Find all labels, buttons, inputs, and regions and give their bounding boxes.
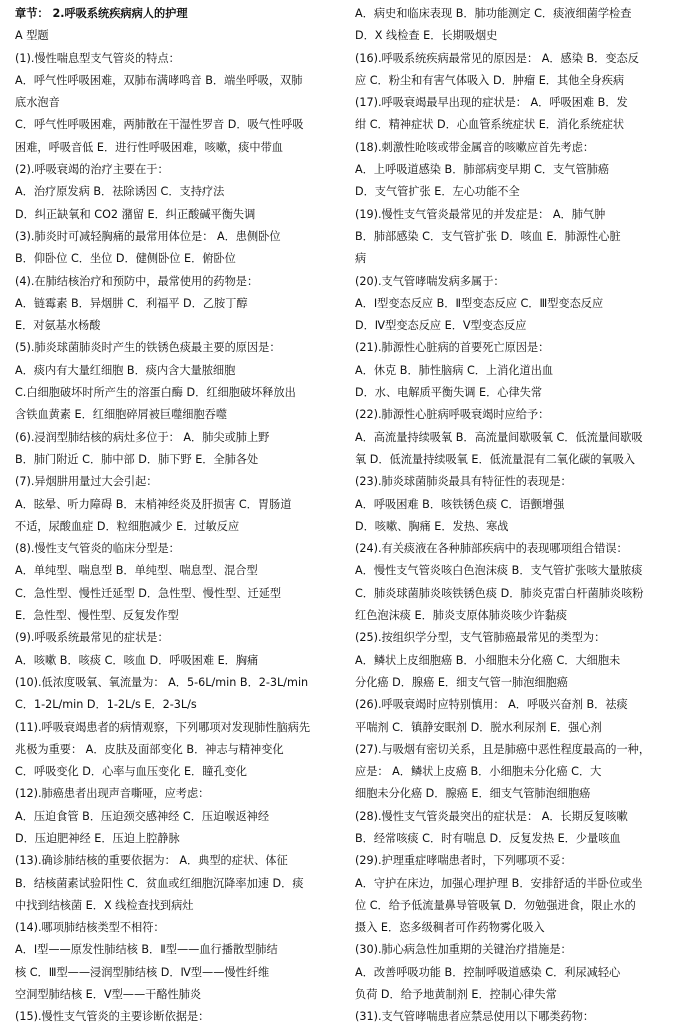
text-line: D．咳嗽、胸痛 E．发热、寒战: [355, 519, 509, 533]
text-line: (13).确诊肺结核的重要依据为： A．典型的症状、体征: [15, 854, 288, 868]
text-line: (1).慢性喘息型支气管炎的特点：: [15, 51, 180, 65]
text-line: 位 C．给予低流量鼻导管吸氧 D．勿勉强进食，限止水的: [355, 898, 636, 912]
text-line: A．咳嗽 B．咳痰 C．咳血 D．呼吸困难 E．胸痛: [15, 653, 259, 667]
text-line: 困难，呼吸音低 E．进行性呼吸困难，咳嗽，痰中带血: [15, 140, 283, 154]
text-line: A．治疗原发病 B．祛除诱因 C．支持疗法: [15, 185, 225, 199]
text-line: 中找到结核菌 E．X 线检查找到病灶: [15, 898, 194, 912]
text-line: (31).支气管哮喘患者应禁忌使用以下哪类药物：: [355, 1010, 595, 1024]
text-line: (6).浸润型肺结核的病灶多位于： A．肺尖或肺上野: [15, 430, 270, 444]
text-line: A．单纯型、喘息型 B．单纯型、喘息型、混合型: [15, 564, 258, 578]
text-line: B．结核菌素试验阳性 C．贫血或红细胞沉降率加速 D．痰: [15, 876, 304, 890]
text-line: C．呼吸变化 D．心率与血压变化 E．瞳孔变化: [15, 765, 247, 779]
text-line: (3).肺炎时可减轻胸痛的最常用体位是： A．患侧卧位: [15, 229, 281, 243]
text-line: 病: [355, 252, 367, 266]
text-line: C．1-2L/min D．1-2L/s E．2-3L/s: [15, 698, 197, 712]
text-line: A．Ⅰ型——原发性肺结核 B．Ⅱ型——血行播散型肺结: [15, 943, 278, 957]
text-line: 绀 C．精神症状 D．心血管系统症状 E．消化系统症状: [355, 118, 625, 132]
text-line: (23).肺炎球菌肺炎最具有特征性的表现是：: [355, 475, 572, 489]
text-line: 不适，尿酸血症 D．粒细胞减少 E．过敏反应: [15, 519, 240, 533]
text-line: 负荷 D．给予地黄制剂 E．控制心律失常: [355, 988, 557, 1002]
text-line: A．改善呼吸功能 B．控制呼吸道感染 C．利尿减轻心: [355, 965, 621, 979]
text-line: (14).哪项肺结核类型不相符：: [15, 921, 165, 935]
text-line: D．压迫肥神经 E．压迫上腔静脉: [15, 831, 180, 845]
text-line: (17).呼吸衰竭最早出现的症状是： A．呼吸困难 B．发: [355, 96, 628, 110]
text-line: 核 C．Ⅲ型——浸润型肺结核 D．Ⅳ型——慢性纤维: [15, 965, 270, 979]
left-column: [15, 3, 350, 1029]
text-line: B．经常咳痰 C．时有喘息 D．反复发热 E．少量咳血: [355, 831, 621, 845]
text-line: (24).有关痰液在各种肺部疾病中的表现哪项组合错误：: [355, 542, 628, 556]
text-line: (18).刺激性呛咳或带金属音的咳嗽应首先考虑：: [355, 140, 595, 154]
text-line: A．鳞状上皮细胞癌 B．小细胞未分化癌 C．大细胞未: [355, 653, 621, 667]
text-line: A．高流量持续吸氧 B．高流量间歇吸氧 C．低流量间歇吸: [355, 430, 643, 444]
text-line: (22).肺源性心脏病呼吸衰竭时应给予：: [355, 408, 550, 422]
text-line: 分化癌 D．腺癌 E．细支气管一肺泡细胞癌: [355, 675, 568, 689]
text-line: (26).呼吸衰竭时应特别慎用： A．呼吸兴奋剂 B．祛痰: [355, 698, 628, 712]
text-line: D．支气管扩张 E．左心功能不全: [355, 185, 520, 199]
text-line: A．痰内有大量红细胞 B．痰内含大量脓细胞: [15, 363, 236, 377]
text-line: A．链霉素 B．异烟肼 C．利福平 D．乙胺丁醇: [15, 296, 248, 310]
text-line: B．肺部感染 C．支气管扩张 D．咳血 E．肺源性心脏: [355, 229, 621, 243]
text-line: C.白细胞破坏时所产生的溶蛋白酶 D．红细胞破坏释放出: [15, 386, 296, 400]
text-line: (12).肺癌患者出现声音嘶哑，应考虑：: [15, 787, 210, 801]
text-line: A．休克 B．肺性脑病 C．上消化道出血: [355, 363, 554, 377]
text-line: (21).肺源性心脏病的首要死亡原因是：: [355, 341, 550, 355]
text-line: A．眩晕、听力障碍 B．末梢神经炎及肝损害 C．胃肠道: [15, 497, 292, 511]
text-line: A．Ⅰ型变态反应 B．Ⅱ型变态反应 C．Ⅲ型变态反应: [355, 296, 604, 310]
text-line: C．肺炎球菌肺炎咳铁锈色痰 D．肺炎克雷白杆菌肺炎咳粉: [355, 586, 644, 600]
text-line: 空洞型肺结核 E．Ⅴ型——干酪性肺炎: [15, 988, 202, 1002]
text-line: 细胞未分化癌 D．腺癌 E．细支气管肺泡细胞癌: [355, 787, 591, 801]
text-line: 平喘剂 C．镇静安眠剂 D．脱水利尿剂 E．强心剂: [355, 720, 602, 734]
text-line: 底水泡音: [15, 96, 60, 110]
text-line: (25).按组织学分型，支气管肺癌最常见的类型为：: [355, 631, 606, 645]
text-line: A．呼气性呼吸困难，双肺布满哮鸣音 B．端坐呼吸，双肺: [15, 73, 303, 87]
text-line: A．压迫食管 B．压迫颈交感神经 C．压迫喉返神经: [15, 809, 270, 823]
text-line: B．仰卧位 C．坐位 D．健侧卧位 E．俯卧位: [15, 252, 236, 266]
text-line: (11).呼吸衰竭患者的病情观察，下列哪项对发现肺性脑病先: [15, 720, 311, 734]
text-line: 红色泡沫痰 E．肺炎支原体肺炎咳少许黏痰: [355, 609, 568, 623]
text-line: (16).呼吸系统疾病最常见的原因是： A．感染 B．变态反: [355, 51, 639, 65]
text-line: A．慢性支气管炎咳白色泡沫痰 B．支气管扩张咳大量脓痰: [355, 564, 643, 578]
text-line: (30).肺心病急性加重期的关键治疗措施是：: [355, 943, 572, 957]
text-line: A．病史和临床表现 B．肺功能测定 C．痰液细菌学检查: [355, 7, 632, 20]
text-line: A．上呼吸道感染 B．肺部病变早期 C．支气管肺癌: [355, 163, 610, 177]
text-line: 章节： 2.呼吸系统疾病病人的护理: [15, 7, 188, 20]
text-line: (29).护理重症哮喘患者时，下列哪项不妥：: [355, 854, 572, 868]
text-line: (7).异烟肼用量过大会引起：: [15, 475, 158, 489]
text-line: D．水、电解质平衡失调 E．心律失常: [355, 386, 543, 400]
text-line: 摄入 E．恣多级稠者可作药物雾化吸入: [355, 921, 545, 935]
text-line: (9).呼吸系统最常见的症状是：: [15, 631, 169, 645]
text-line: E．对氨基水杨酸: [15, 319, 101, 333]
text-line: 应 C．粉尘和有害气体吸入 D．肿瘤 E．其他全身疾病: [355, 73, 625, 87]
text-line: D．Ⅳ型变态反应 E．Ⅴ型变态反应: [355, 319, 527, 333]
text-line: (19).慢性支气管炎最常见的并发症是： A．肺气肿: [355, 207, 606, 221]
text-line: 氧 D．低流量持续吸氧 E．低流量混有二氧化碳的氧吸入: [355, 452, 636, 466]
text-line: C．呼气性呼吸困难，两肺散在干湿性罗音 D．吸气性呼吸: [15, 118, 304, 132]
text-line: (28).慢性支气管炎最突出的症状是： A．长期反复咳嗽: [355, 809, 628, 823]
text-line: (4).在肺结核治疗和预防中，最常使用的药物是：: [15, 274, 259, 288]
text-line: D．X 线检查 E．长期吸烟史: [355, 29, 498, 43]
text-line: (5).肺炎球菌肺炎时产生的铁锈色痰最主要的原因是：: [15, 341, 281, 355]
text-line: (8).慢性支气管炎的临床分型是：: [15, 542, 180, 556]
text-line: (2).呼吸衰竭的治疗主要在于：: [15, 163, 169, 177]
text-line: (27).与吸烟有密切关系，且是肺癌中恶性程度最高的一种，: [355, 742, 651, 756]
text-line: C．急性型、慢性迁延型 D．急性型、慢性型、迁延型: [15, 586, 282, 600]
text-line: 兆极为重要： A．皮肤及面部变化 B．神志与精神变化: [15, 742, 284, 756]
text-line: D．纠正缺氧和 CO2 潴留 E．纠正酸碱平衡失调: [15, 207, 256, 221]
text-line: A 型题: [15, 29, 49, 43]
text-line: (15).慢性支气管炎的主要诊断依据是：: [15, 1010, 210, 1024]
text-line: (20).支气管哮喘发病多属于：: [355, 274, 505, 288]
text-line: E．急性型、慢性型、反复发作型: [15, 609, 179, 623]
text-line: (10).低浓度吸氧、氧流量为： A．5-6L/min B．2-3L/min: [15, 675, 309, 689]
text-line: 应是： A．鳞状上皮癌 B．小细胞未分化癌 C．大: [355, 765, 602, 779]
right-column: [355, 3, 673, 1029]
text-line: 含铁血黄素 E．红细胞碎屑被巨噬细胞吞噬: [15, 408, 228, 422]
text-line: A．呼吸困难 B．咳铁锈色痰 C．语颤增强: [355, 497, 565, 511]
text-line: B．肺门附近 C．肺中部 D．肺下野 E．全肺各处: [15, 452, 259, 466]
text-line: A．守护在床边，加强心理护理 B．安排舒适的半卧位或坐: [355, 876, 643, 890]
